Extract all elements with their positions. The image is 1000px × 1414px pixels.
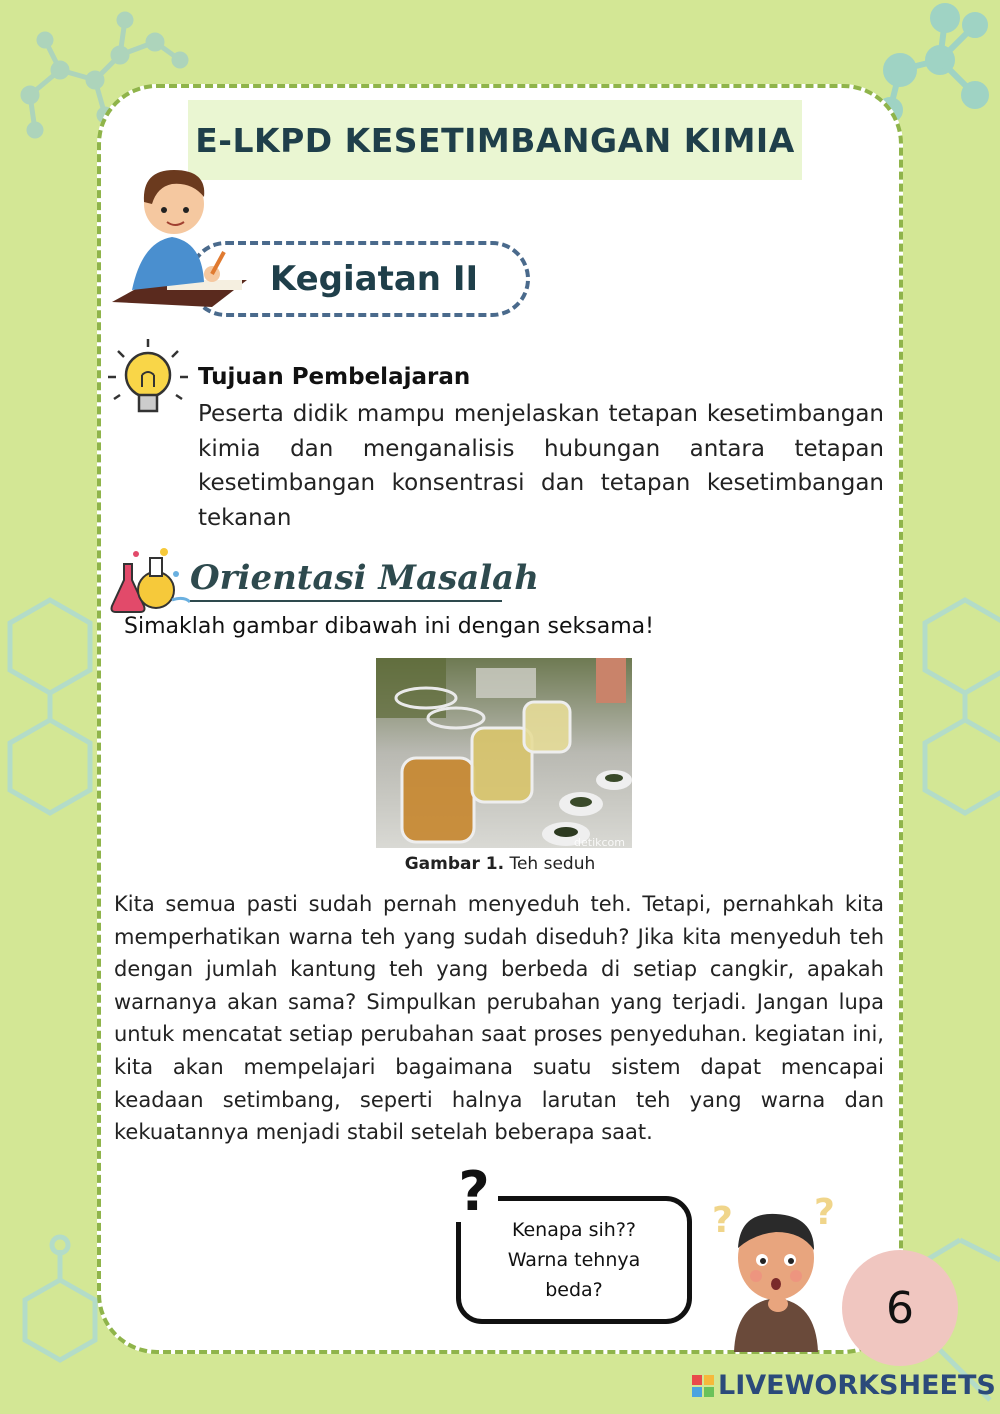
page-title: E-LKPD KESETIMBANGAN KIMIA [195, 120, 795, 160]
hexagon-decoration-left [10, 600, 95, 1360]
figure-caption-label: Gambar 1. [404, 854, 505, 874]
tea-photo [376, 658, 632, 848]
figure-caption-text: Teh seduh [504, 854, 596, 874]
speech-bubble-text: Kenapa sih?? Warna tehnya beda? [507, 1219, 641, 1301]
page-number-badge [842, 1250, 958, 1366]
title-banner [188, 100, 802, 180]
thinking-boy-illustration [706, 1192, 846, 1352]
page-number: 6 [886, 1282, 914, 1334]
orientation-instruction: Simaklah gambar dibawah ini dengan seksama! [124, 614, 654, 639]
objective-title: Tujuan Pembelajaran [198, 364, 471, 390]
objective-text: Peserta didik mampu menjelaskan tetapan kesetimbangan kimia dan menganalisis hubungan antara tetapan kesetimbangan konsentrasi dan tetapan kesetimbangan tekanan [198, 401, 884, 531]
lightbulb-icon [106, 337, 190, 421]
chemistry-flask-icon [106, 544, 192, 616]
svg-text:?: ? [814, 1192, 835, 1233]
photo-watermark: detikcom [574, 836, 625, 848]
body-paragraph: Kita semua pasti sudah pernah menyeduh teh. Tetapi, pernahkah kita memperhatikan warna teh yang sudah diseduh? Jika kita menyeduh teh dengan jumlah kantung teh yang berbeda di setiap cangkir, apakah warnanya akan sama? Simpulkan perubahan yang terjadi. Jangan lupa untuk mencatat setiap perubahan saat proses penyeduhan. kegiatan ini, kita akan mempelajari bagaimana suatu sistem dapat mencapai keadaan setimbang, seperti halnya larutan teh yang warna dan kekuatannya menjadi stabil setelah beberapa saat. [114, 892, 884, 1145]
brand-name: LIVEWORKSHEETS [718, 1370, 996, 1401]
svg-text:?: ? [712, 1200, 733, 1241]
orientation-underline [190, 600, 502, 602]
brand-footer [692, 1370, 996, 1401]
question-mark-icon: ? [450, 1162, 498, 1222]
figure-caption [0, 854, 1000, 874]
liveworksheets-logo [692, 1375, 714, 1397]
boy-writing-illustration [112, 162, 262, 322]
orientation-title: Orientasi Masalah [190, 558, 539, 598]
molecule-decoration-right [880, 6, 986, 120]
activity-label: Kegiatan II [269, 259, 479, 299]
